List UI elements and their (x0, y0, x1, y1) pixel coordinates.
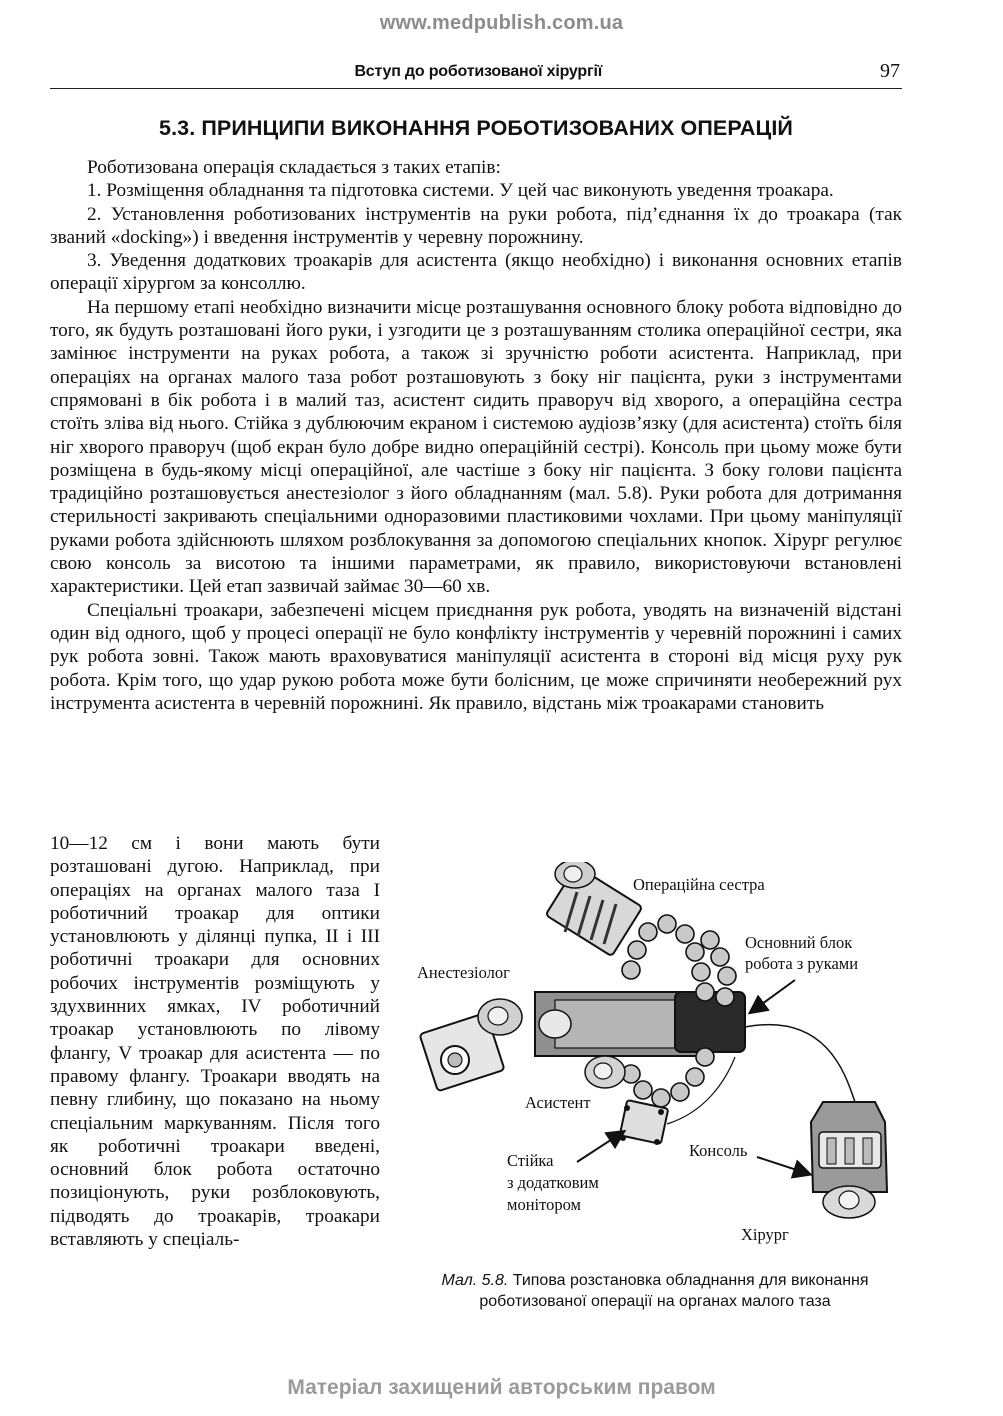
body-text (50, 156, 902, 715)
robot-base-icon (675, 992, 745, 1052)
label-stand-line3: монітором (507, 1195, 581, 1214)
watermark-top: www.medpublish.com.ua (379, 12, 624, 34)
label-surgeon: Хірург (741, 1225, 789, 1244)
section-title: 5.3. ПРИНЦИПИ ВИКОНАННЯ РОБОТИЗОВАНИХ ОПЕРАЦІЙ (159, 116, 793, 140)
paragraph: Спеціальні троакари, забезпечені місцем приєднання рук робота, уводять на визначеній відстані один від одного, щоб у процесі операції не було конфлікту інструментів у черевній порожнині і самих рук робота зовні. Також мають враховуватися маніпуляції асистента в стороні від місця руху рук робота. Крім того, що удар рукою робота може бути болісним, це може спричиняти необережний рух інструмента асистента в черевній порожнині. Як правило, відстань між троакарами становить (50, 599, 902, 714)
operating-room-illustration (405, 862, 905, 1252)
caption-number: Мал. 5.8. (441, 1272, 509, 1289)
figure-operating-room-layout (405, 862, 905, 1252)
nurse-figure-icon (555, 862, 595, 888)
paragraph: На першому етапі необхідно визначити місце розташування основного блоку робота відповідно до того, як будуть розташовані його руки, і узгодити це з розташуванням столика операційної сестри, яка замінює інструменти на руках робота, а також зі зручністю роботи асистента. Наприклад, при операціях на органах малого таза робот розташовують з боку ніг пацієнта, руки з інструментами спрямовані в бік робота і в малий таз, асистент сидить праворуч від хворого, а операційна сестра стоїть зліва від нього. Стійка з дублюючим екраном і системою аудіозв’язку (для асистента) стоїть біля ніг хворого праворуч (щоб екран було добре видно операційній сестрі). Консоль при цьому може бути розміщена в будь-якому місці операційної, але частіше з боку ніг пацієнта. З боку голови пацієнта традиційно розташовується анестезіолог з його обладнанням (мал. 5.8). Руки робота для дотримання стерильності закривають спеціальними одноразовими пластиковими чохлами. При цьому маніпуляції руками робота здійснюють шляхом розблокування за допомогою спеціальних кнопок. Хірург регулює свою консоль за висотою та іншими параметрами, як правило, використовуючи встановлені характеристики. Цей етап зазвичай займає 30—60 хв. (50, 296, 902, 598)
running-head (50, 60, 902, 89)
label-stand-line1: Стійка (507, 1151, 554, 1170)
running-head-title: Вступ до роботизованої хірургії (354, 63, 602, 80)
label-robot-line2: робота з руками (745, 954, 859, 973)
arrow-stand (577, 1132, 623, 1162)
label-nurse: Операційна сестра (633, 875, 765, 894)
label-console: Консоль (689, 1141, 748, 1160)
paragraph: 2. Установлення роботизованих інструментів на руки робота, під’єднання їх до троакара (так званий «docking») і введення інструментів у черевну порожнину. (50, 203, 902, 248)
anesthesiologist-figure-icon (478, 999, 522, 1035)
column-text: 10—12 см і вони мають бути розташовані дугою. Наприклад, при операціях на органах малого таза I роботичний троакар для оптики установлюють у ділянці пупка, II і III роботичні троакари для основних робочих інструментів розміщують у здухвинних ямках, IV роботичний троакар установлюють по лівому флангу, V троакар для асистента — по правому флангу. Троакари вводять на певну глибину, що показано на ньому спеціальним маркуванням. Після того як роботичні троакари введені, основний блок робота остаточно позиціонують, руки розблоковують, підводять до троакарів, троакари вставляють у спеціаль- (50, 833, 380, 1251)
watermark-bottom: Матеріал захищений авторським правом (287, 1376, 716, 1399)
arrow-robot (751, 980, 795, 1012)
surgeon-console-icon (811, 1102, 887, 1192)
monitor-stand-icon (620, 1100, 669, 1145)
label-robot-line1: Основний блок (745, 933, 853, 952)
page-number: 97 (880, 60, 900, 82)
console-cable (745, 1025, 855, 1102)
arrow-console (757, 1157, 809, 1174)
paragraph: 1. Розміщення обладнання та підготовка системи. У цей час виконують уведення троакара. (87, 180, 834, 202)
paragraph: Роботизована операція складається з таких етапів: (87, 157, 501, 178)
label-assistant: Асистент (525, 1093, 591, 1112)
surgeon-figure-icon (823, 1186, 875, 1218)
figure-caption (405, 1270, 905, 1312)
paragraph: 3. Уведення додаткових троакарів для асистента (якщо необхідно) і виконання основних етапів операції хірургом за консоллю. (50, 250, 902, 295)
assistant-figure-icon (585, 1056, 625, 1088)
label-stand-line2: з додатковим (507, 1173, 599, 1192)
caption-text: Типова розстановка обладнання для виконання роботизованої операції на органах малого таза (479, 1272, 869, 1310)
label-anesthesiologist: Анестезіолог (417, 963, 510, 982)
